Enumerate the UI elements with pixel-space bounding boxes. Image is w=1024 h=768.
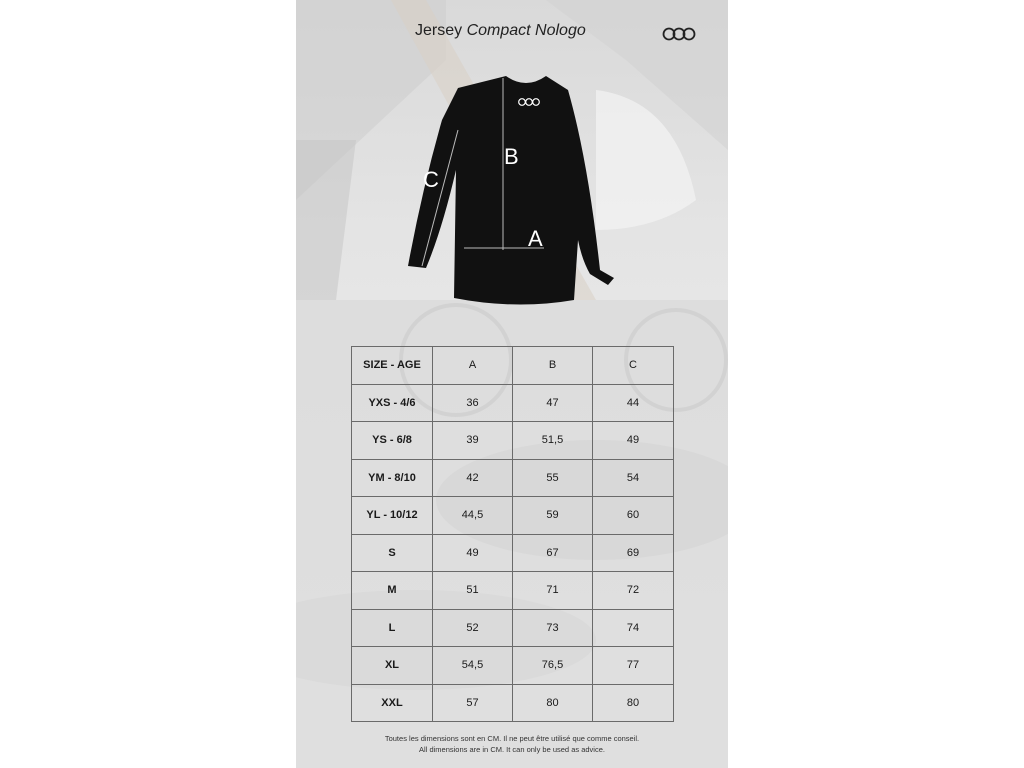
table-row bbox=[352, 572, 674, 610]
cell-size: XL bbox=[352, 647, 433, 685]
cell-c: 77 bbox=[593, 647, 674, 685]
cell-b: 80 bbox=[513, 684, 593, 722]
label-b: B bbox=[504, 144, 519, 169]
cell-b: 55 bbox=[513, 459, 593, 497]
cell-c: 69 bbox=[593, 534, 674, 572]
cell-size: YL - 10/12 bbox=[352, 497, 433, 535]
table-row bbox=[352, 459, 674, 497]
cell-size: XXL bbox=[352, 684, 433, 722]
table-row bbox=[352, 497, 674, 535]
column-header-a: A bbox=[433, 347, 513, 385]
jersey-diagram bbox=[396, 70, 636, 310]
cell-size: YM - 8/10 bbox=[352, 459, 433, 497]
table-row bbox=[352, 684, 674, 722]
label-a: A bbox=[528, 226, 543, 251]
cell-b: 71 bbox=[513, 572, 593, 610]
cell-a: 39 bbox=[433, 422, 513, 460]
cell-c: 80 bbox=[593, 684, 674, 722]
cell-size: M bbox=[352, 572, 433, 610]
table-row bbox=[352, 609, 674, 647]
cell-a: 51 bbox=[433, 572, 513, 610]
cell-c: 49 bbox=[593, 422, 674, 460]
cell-size: S bbox=[352, 534, 433, 572]
column-header-size: SIZE - AGE bbox=[352, 347, 433, 385]
cell-b: 51,5 bbox=[513, 422, 593, 460]
table-row bbox=[352, 422, 674, 460]
cell-b: 76,5 bbox=[513, 647, 593, 685]
cell-a: 36 bbox=[433, 384, 513, 422]
table-row bbox=[352, 647, 674, 685]
title-model: Compact Nologo bbox=[466, 22, 586, 39]
footnote-english: All dimensions are in CM. It can only be used as advice. bbox=[419, 745, 605, 754]
jersey-body bbox=[408, 76, 614, 305]
cell-a: 54,5 bbox=[433, 647, 513, 685]
cell-a: 52 bbox=[433, 609, 513, 647]
cell-c: 74 bbox=[593, 609, 674, 647]
cell-a: 42 bbox=[433, 459, 513, 497]
table-row bbox=[352, 534, 674, 572]
cell-c: 60 bbox=[593, 497, 674, 535]
cell-size: YXS - 4/6 bbox=[352, 384, 433, 422]
table-header-row bbox=[352, 347, 674, 385]
footnote-french: Toutes les dimensions sont en CM. Il ne peut être utilisé que comme conseil. bbox=[384, 734, 640, 743]
table-row bbox=[352, 384, 674, 422]
cell-c: 44 bbox=[593, 384, 674, 422]
cell-b: 47 bbox=[513, 384, 593, 422]
size-chart-card bbox=[296, 0, 728, 768]
cell-c: 54 bbox=[593, 459, 674, 497]
cell-b: 73 bbox=[513, 609, 593, 647]
label-c: C bbox=[423, 167, 439, 192]
cell-c: 72 bbox=[593, 572, 674, 610]
size-table bbox=[351, 346, 674, 722]
cell-b: 59 bbox=[513, 497, 593, 535]
column-header-c: C bbox=[593, 347, 674, 385]
cell-a: 57 bbox=[433, 684, 513, 722]
cell-a: 44,5 bbox=[433, 497, 513, 535]
cell-a: 49 bbox=[433, 534, 513, 572]
page-title bbox=[415, 22, 586, 40]
column-header-b: B bbox=[513, 347, 593, 385]
title-prefix: Jersey bbox=[415, 22, 463, 39]
brand-logo-icon bbox=[662, 26, 696, 42]
cell-size: YS - 6/8 bbox=[352, 422, 433, 460]
cell-b: 67 bbox=[513, 534, 593, 572]
cell-size: L bbox=[352, 609, 433, 647]
